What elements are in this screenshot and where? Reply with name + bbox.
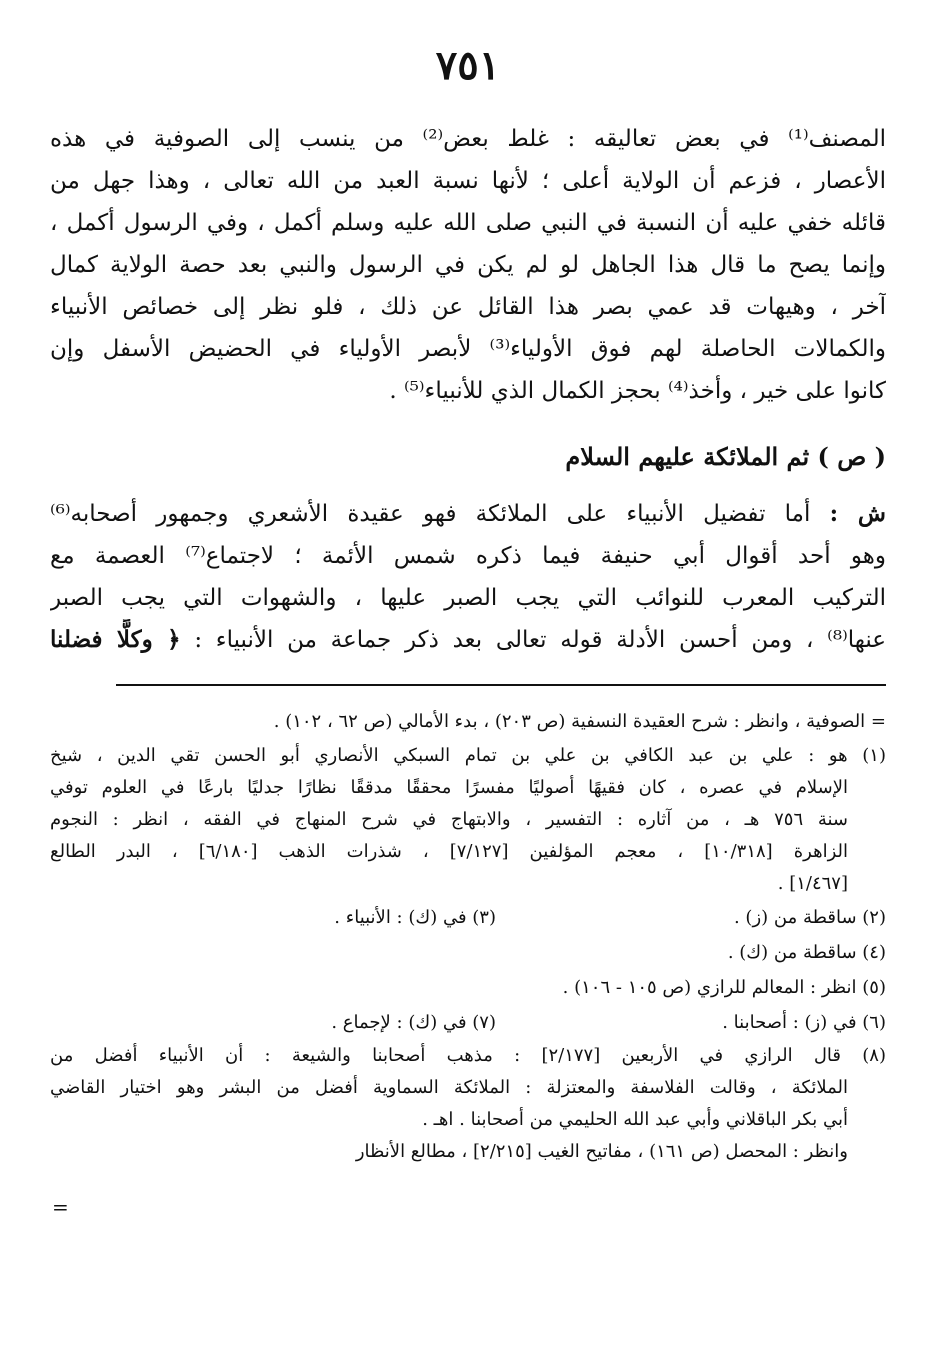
footnote-line: (٨) قال الرازي في الأربعين [٢/١٧٧] : مذهب أصحابنا والشيعة : أن الأنبياء أفضل من (50, 1045, 886, 1066)
footnote-8 (50, 1040, 886, 1168)
footnote-line: الزاهرة [١٠/٣١٨] ، معجم المؤلفين [٧/١٢٧] ، شذرات الذهب [٦/١٨٠] ، البدر الطالع (50, 841, 848, 862)
footnote-line: الإسلام في عصره ، كان فقيهًا أصوليًا مفسرًا محققًا مدققًا نظارًا جدليًا بارعًا في العلوم توفي (50, 777, 848, 798)
footnote-6: (٦) في (ز) : أصحابنا . (722, 1012, 886, 1033)
text-line: الأعصار ، فزعم أن الولاية أعلى ؛ لأنها نسبة العبد من الله تعالى ، وهذا جهل من (50, 168, 886, 194)
text-line: المصنف⁽¹⁾ في بعض تعاليقه : غلط بعض⁽²⁾ من ينسب إلى الصوفية في هذه (50, 126, 886, 152)
footnote-1 (50, 740, 886, 900)
text-line: آخر ، وهيهات قد عمي بصر هذا القائل عن ذلك ، فلو نظر إلى خصائص الأنبياء (50, 294, 886, 320)
footnote-line: أبي بكر الباقلاني وأبي عبد الله الحليمي من أصحابنا . اهـ . (422, 1109, 848, 1130)
page-number: ٧٥١ (435, 42, 501, 89)
text-line: التركيب المعرب للنوائب التي يجب الصبر عليها ، والشهوات التي يجب الصبر (50, 585, 886, 611)
footnote-line: [١/٤٦٧] . (777, 873, 848, 894)
footnote-line: وانظر : المحصل (ص ١٦١) ، مفاتيح الغيب [٢/٢١٥] ، مطالع الأنظار (355, 1141, 848, 1162)
footnote-5: (٥) انظر : المعالم للرازي (ص ١٠٥ - ١٠٦) . (562, 977, 886, 998)
section-heading: ( ص ) ثم الملائكة عليهم السلام (565, 442, 886, 471)
text-line: وإنما يصح ما قال هذا الجاهل لو لم يكن في الرسول والنبي بعد حصة الولاية كمال (50, 252, 886, 278)
text-line: والكمالات الحاصلة لهم فوق الأولياء⁽³⁾ لأبصر الأولياء في الحضيض الأسفل وإن (50, 336, 886, 362)
text-line (50, 619, 886, 661)
text-span: أما تفضيل الأنبياء على الملائكة فهو عقيدة الأشعري وجمهور أصحابه⁽⁶⁾ (50, 501, 811, 527)
commentary-marker: ش : (829, 500, 886, 527)
commentary-paragraph (50, 493, 886, 661)
footnote-2: (٢) ساقطة من (ز) . (733, 907, 886, 928)
continuation-mark: = (52, 1195, 69, 1219)
footnote-4: (٤) ساقطة من (ك) . (727, 942, 886, 963)
text-line (50, 493, 886, 535)
text-line: وهو أحد أقوال أبي حنيفة فيما ذكره شمس الأئمة ؛ لاجتماع⁽⁷⁾ العصمة مع (50, 543, 886, 569)
footnote-line: سنة ٧٥٦ هـ ، من آثاره : التفسير ، والابتهاج في شرح المنهاج في الفقه ، انظر : النجوم (50, 809, 848, 830)
text-line: كانوا على خير ، وأخذ⁽⁴⁾ بحجز الكمال الذي للأنبياء⁽⁵⁾ . (389, 378, 886, 404)
text-span: عنها⁽⁸⁾ ، ومن أحسن الأدلة قوله تعالى بعد ذكر جماعة من الأنبياء : (194, 627, 886, 653)
footnote-separator (116, 684, 886, 686)
footnote-line: الملائكة ، وقالت الفلاسفة والمعتزلة : الملائكة السماوية أفضل من البشر وهو اختيار القاضي (50, 1077, 848, 1098)
footnote-line: (١) هو : علي بن عبد الكافي بن علي بن تمام السبكي الأنصاري أبو الحسن تقي الدين ، شيخ (50, 745, 886, 766)
footnotes (50, 704, 886, 1168)
footnote-continuation: = الصوفية ، وانظر : شرح العقيدة النسفية (ص ٢٠٣) ، بدء الأمالي (ص ٦٢ ، ١٠٢) . (273, 711, 886, 732)
text-line: قائله خفي عليه أن النسبة في النبي صلى الله عليه وسلم أكمل ، وفي الرسول أكمل ، (50, 210, 886, 236)
quran-quote: ﴿ وكلًّا فضلنا (50, 626, 181, 653)
footnote-7: (٧) في (ك) : لإجماع . (331, 1012, 496, 1033)
main-paragraph (50, 118, 886, 412)
footnote-3: (٣) في (ك) : الأنبياء . (334, 907, 496, 928)
footnote-pair (50, 1005, 886, 1040)
footnote-pair (50, 900, 886, 935)
